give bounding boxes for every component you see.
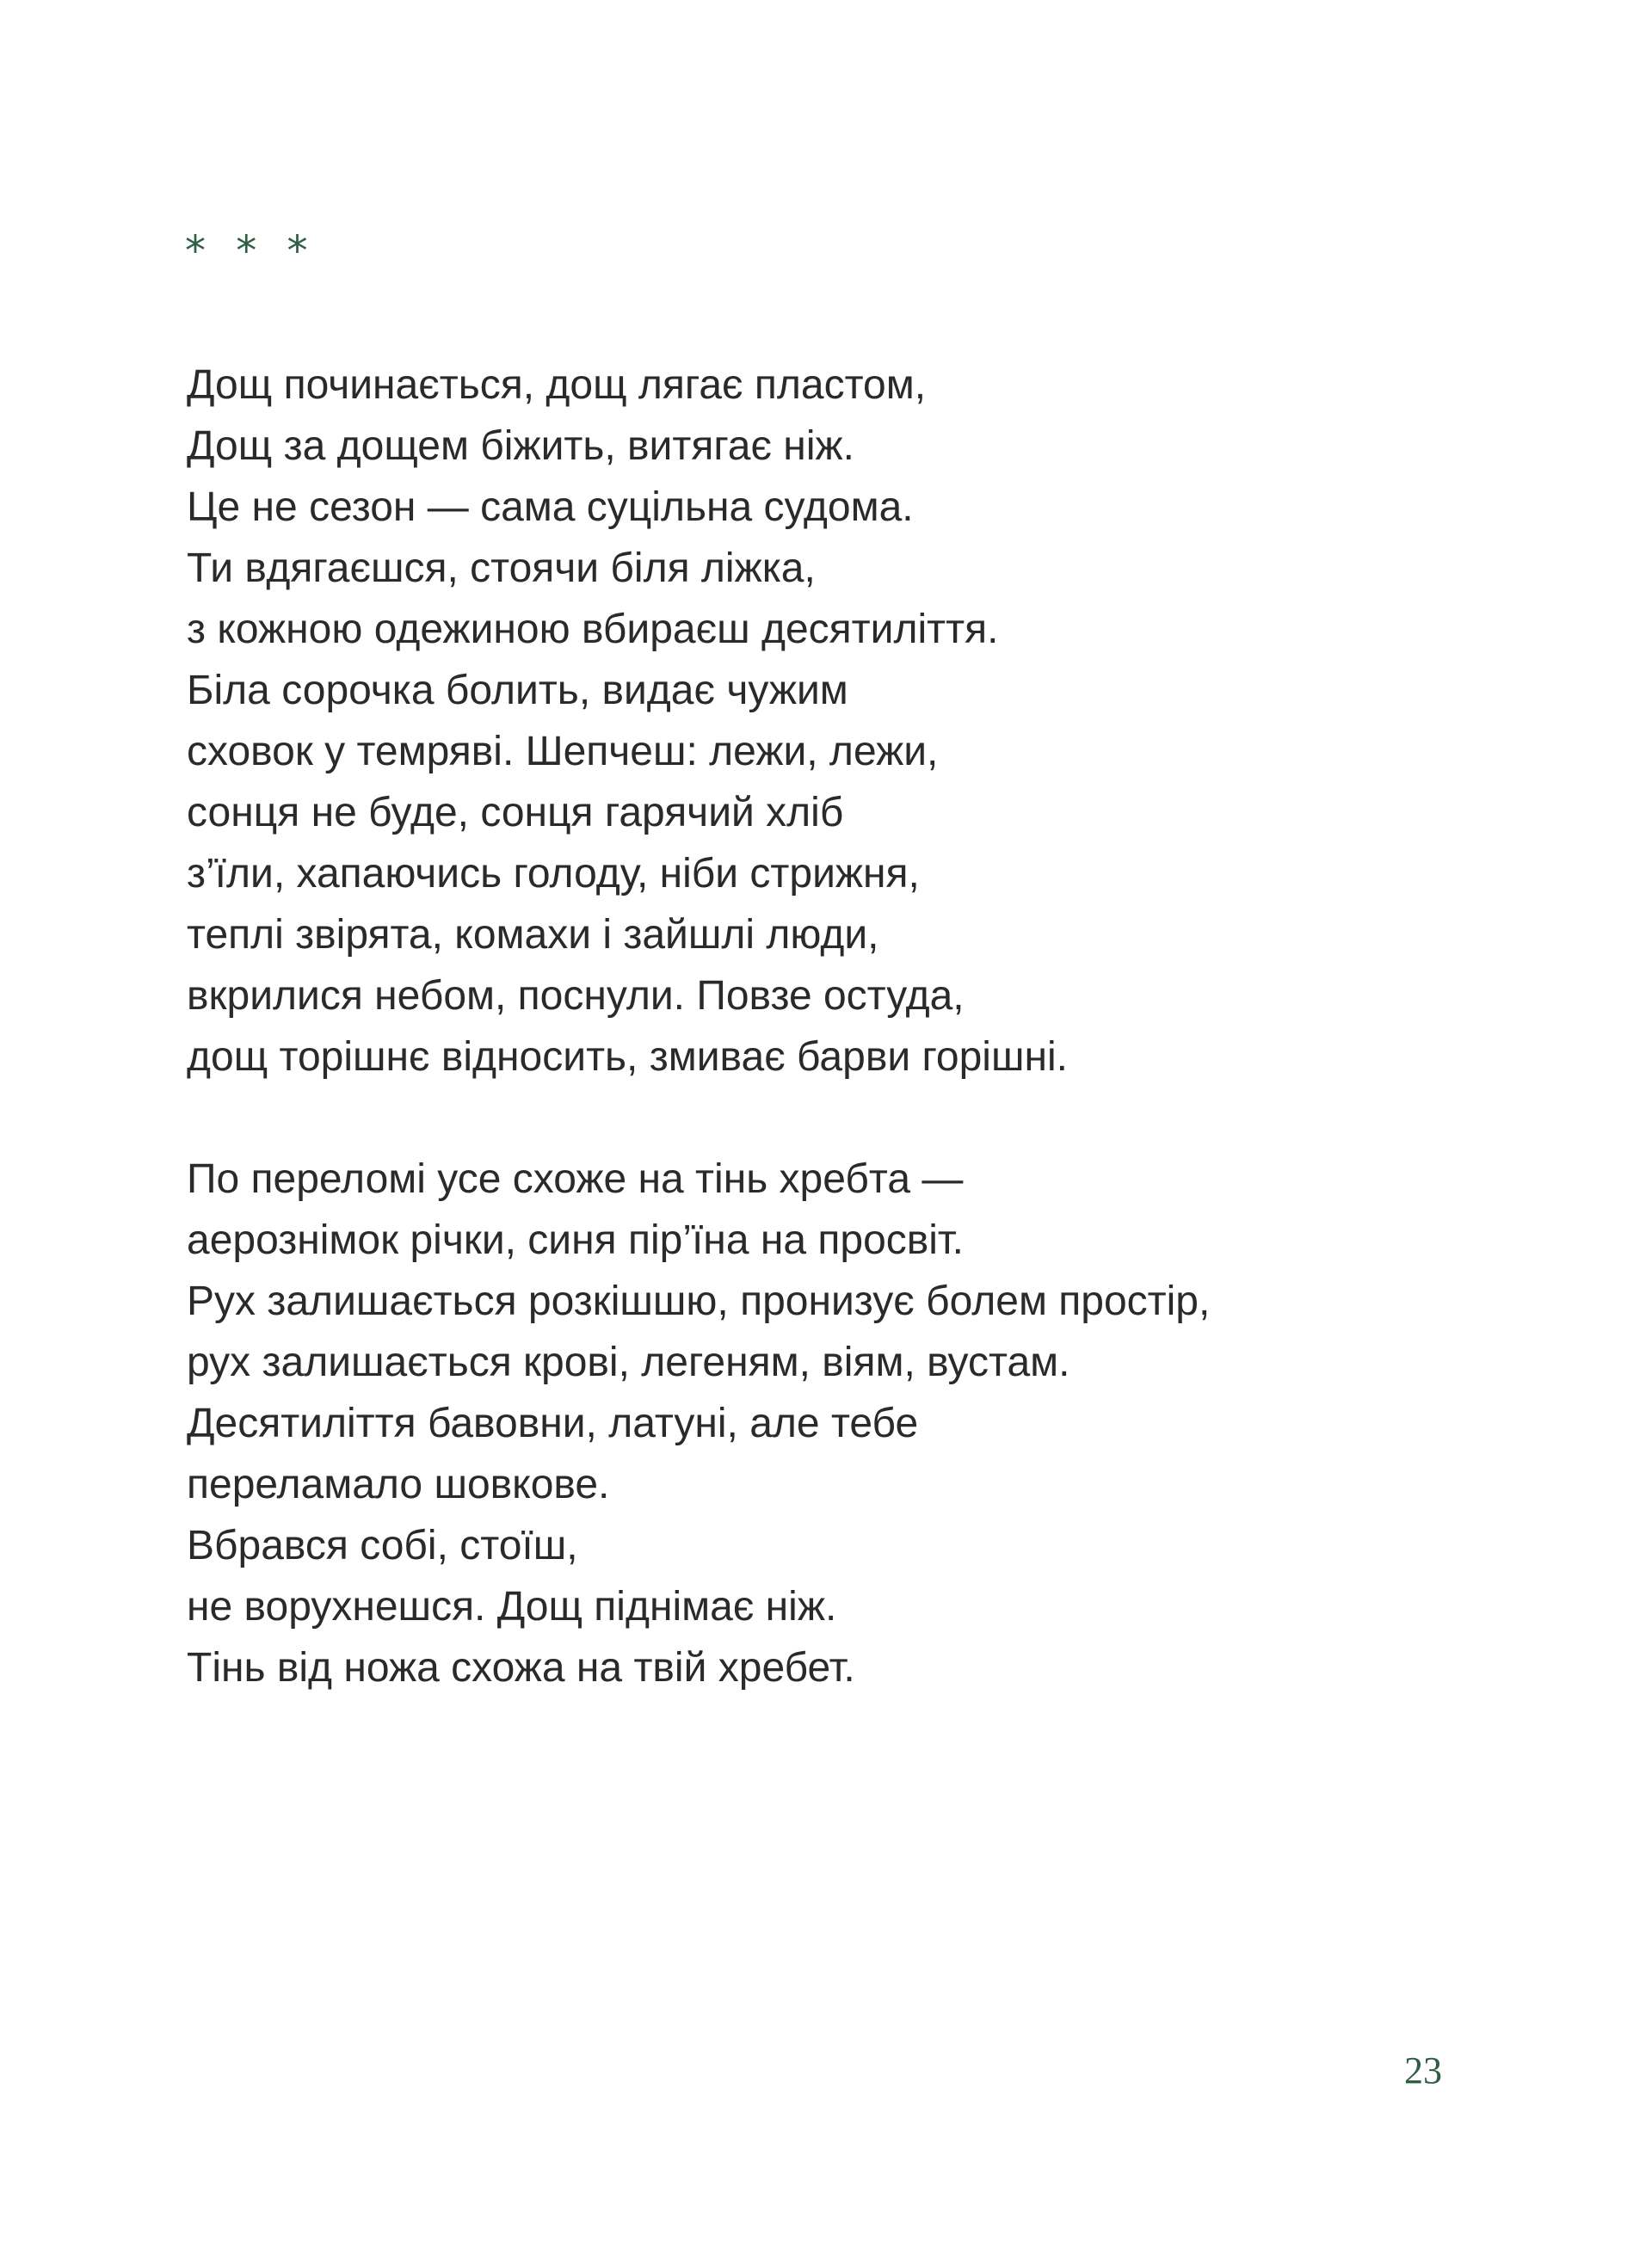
poem-line: рух залишається крові, легеням, віям, вустам. bbox=[187, 1340, 1070, 1385]
poem-line: сонця не буде, сонця гарячий хліб bbox=[187, 790, 844, 835]
poem-line: Дощ за дощем біжить, витягає ніж. bbox=[187, 423, 854, 469]
poem-line: з кожною одежиною вбираєш десятиліття. bbox=[187, 607, 999, 652]
poem-line: Рух залишається розкішшю, пронизує болем простір, bbox=[187, 1279, 1211, 1324]
poem-line: з’їли, хапаючись голоду, ніби стрижня, bbox=[187, 851, 920, 897]
poem-line: По переломі усе схоже на тінь хребта — bbox=[187, 1156, 964, 1202]
poem-line: Дощ починається, дощ лягає пластом, bbox=[187, 362, 927, 408]
poem-line: Це не сезон — сама суцільна судома. bbox=[187, 484, 914, 530]
poem-line: аерознімок річки, синя пір’їна на просвіт. bbox=[187, 1217, 964, 1263]
stanza-2 bbox=[187, 1149, 1529, 1698]
poem-line: вкрилися небом, поснули. Повзе остуда, bbox=[187, 973, 965, 1019]
poem-line: Тінь від ножа схожа на твій хребет. bbox=[187, 1645, 855, 1691]
poem-line: дощ торішнє відносить, змиває барви горішні. bbox=[187, 1034, 1068, 1080]
page-number: 23 bbox=[1404, 2049, 1442, 2092]
poem-line: Ти вдягаєшся, стоячи біля ліжка, bbox=[187, 545, 816, 591]
poem-line: сховок у темряві. Шепчеш: лежи, лежи, bbox=[187, 729, 939, 774]
poem-line: Вбрався собі, стоїш, bbox=[187, 1523, 578, 1568]
section-ornament: * * * bbox=[185, 227, 317, 275]
poem-line: переламало шовкове. bbox=[187, 1462, 610, 1507]
poem-line: теплі звірята, комахи і зайшлі люди, bbox=[187, 912, 879, 958]
poem-line: Біла сорочка болить, видає чужим bbox=[187, 668, 848, 713]
poem-line: Десятиліття бавовни, латуні, але тебе bbox=[187, 1401, 919, 1446]
stanza-1 bbox=[187, 354, 1529, 1088]
poem bbox=[187, 354, 1529, 1698]
poem-line: не ворухнешся. Дощ піднімає ніж. bbox=[187, 1584, 837, 1630]
